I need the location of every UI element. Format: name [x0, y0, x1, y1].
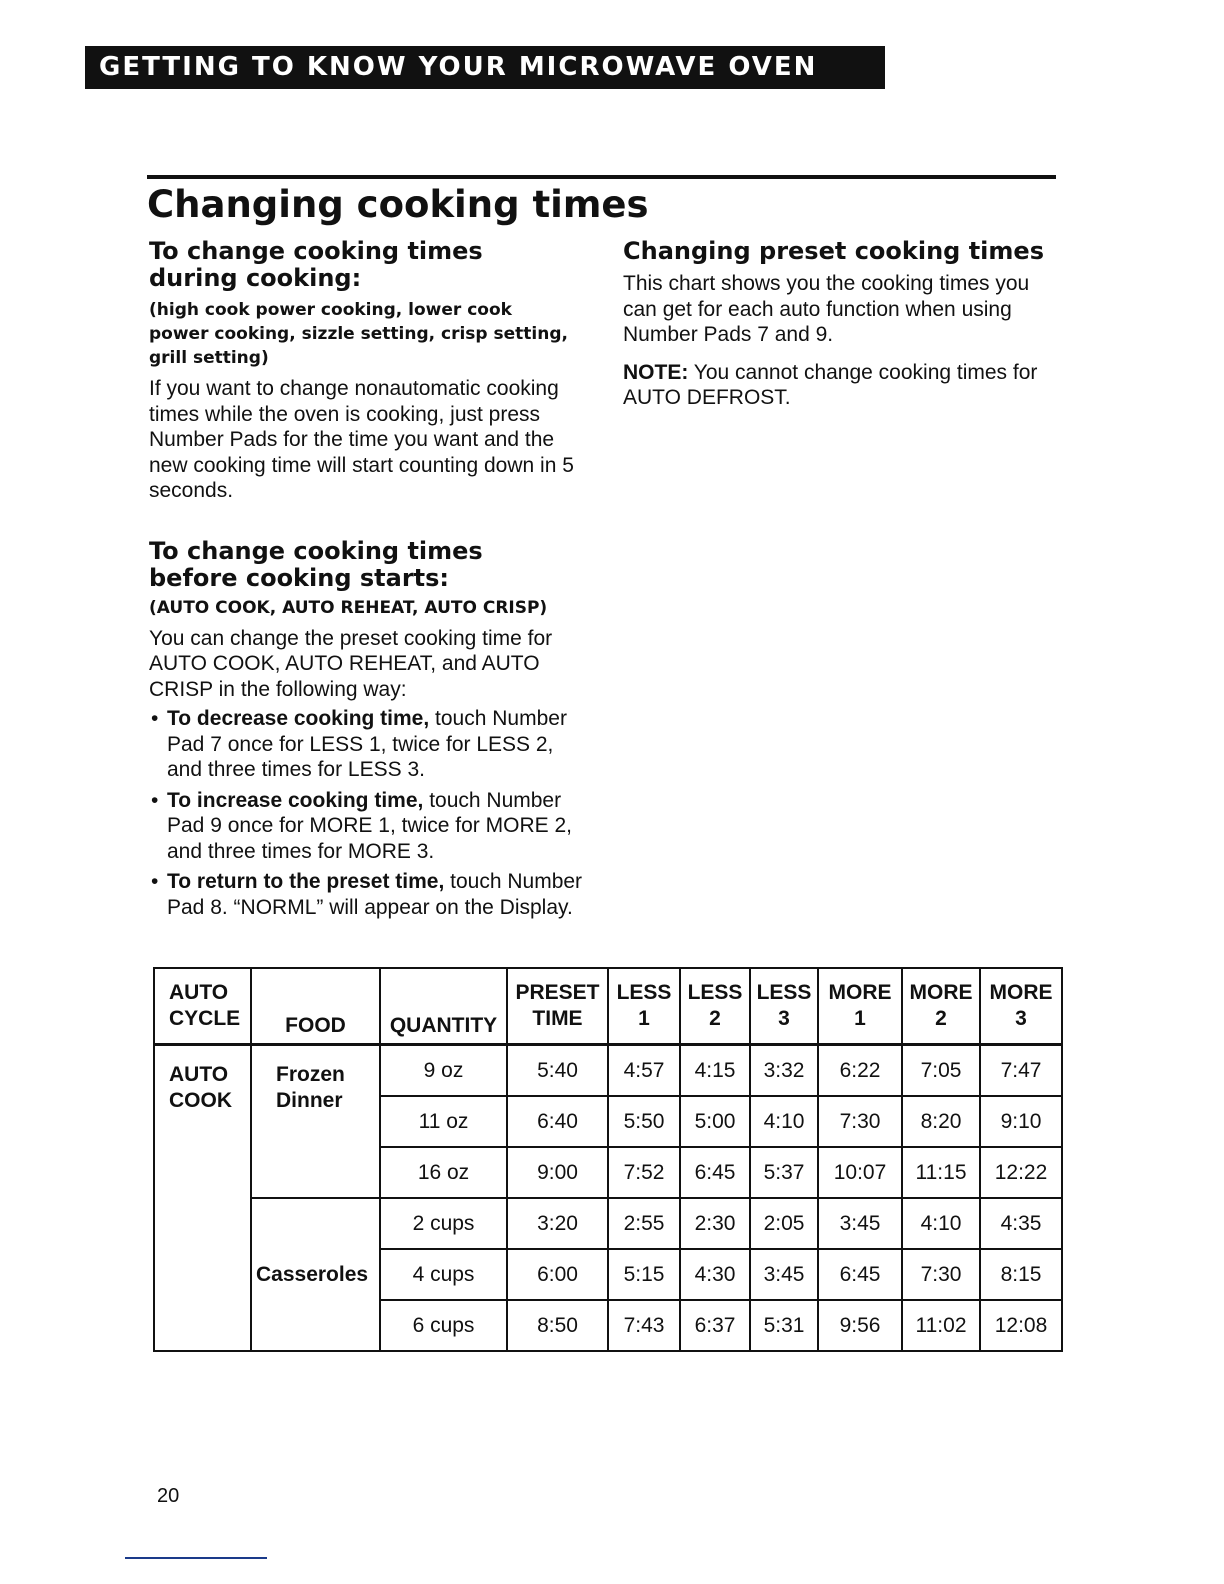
page-title: Changing cooking times [147, 183, 649, 226]
bullet-decrease-bold: To decrease cooking time, [167, 707, 430, 730]
preset-cell: 3:20 [507, 1198, 608, 1249]
less3-cell: 5:37 [750, 1147, 818, 1198]
col-header-quantity: QUANTITY [380, 968, 507, 1045]
note-label: NOTE: [623, 360, 689, 384]
more2-cell: 8:20 [902, 1096, 980, 1147]
more1-cell: 9:56 [818, 1300, 902, 1351]
table-row [154, 1045, 1062, 1097]
less2-cell: 4:30 [680, 1249, 750, 1300]
before-cooking-note: (AUTO COOK, AUTO REHEAT, AUTO CRISP) [149, 597, 548, 618]
preset-cell: 5:40 [507, 1045, 608, 1097]
more1-cell: 6:45 [818, 1249, 902, 1300]
more2-cell: 4:10 [902, 1198, 980, 1249]
more1-cell: 10:07 [818, 1147, 902, 1198]
less3-cell: 2:05 [750, 1198, 818, 1249]
less3-cell: 3:32 [750, 1045, 818, 1097]
more3-cell: 8:15 [980, 1249, 1062, 1300]
bullet-decrease-text: touch Number Pad 7 once for LESS 1, twice for LESS 2, and three times for LESS 3. [167, 707, 567, 781]
during-cooking-body: If you want to change nonautomatic cooking times while the oven is cooking, just press Number Pads for the time you want and the new cooking time will start counting down in 5 seconds. [149, 377, 574, 502]
quantity-cell: 16 oz [380, 1147, 507, 1198]
bullet-increase-text: touch Number Pad 9 once for MORE 1, twice for MORE 2, and three times for MORE 3. [167, 788, 572, 863]
during-cooking-note: (high cook power cooking, lower cook power cooking, sizzle setting, crisp setting, grill setting) [149, 300, 568, 368]
footer-rule [125, 1557, 267, 1559]
before-cooking-heading: To change cooking times before cooking starts: [149, 536, 483, 592]
more2-cell: 11:15 [902, 1147, 980, 1198]
during-cooking-section [149, 238, 599, 504]
more3-cell: 12:08 [980, 1300, 1062, 1351]
bullet-increase [149, 788, 594, 865]
less1-cell: 5:15 [608, 1249, 680, 1300]
less1-cell: 5:50 [608, 1096, 680, 1147]
more2-cell: 7:30 [902, 1249, 980, 1300]
less2-cell: 2:30 [680, 1198, 750, 1249]
less1-cell: 4:57 [608, 1045, 680, 1097]
quantity-cell: 11 oz [380, 1096, 507, 1147]
right-column [623, 238, 1063, 411]
adjust-bullets [149, 706, 594, 920]
col-header-auto-cycle: AUTO CYCLE [154, 968, 251, 1045]
more3-cell: 7:47 [980, 1045, 1062, 1097]
quantity-cell: 4 cups [380, 1249, 507, 1300]
table-header-row [154, 968, 1062, 1045]
less2-cell: 6:37 [680, 1300, 750, 1351]
cooking-times-table [153, 967, 1063, 1352]
more2-cell: 7:05 [902, 1045, 980, 1097]
page-number: 20 [157, 1485, 180, 1507]
more1-cell: 3:45 [818, 1198, 902, 1249]
less3-cell: 3:45 [750, 1249, 818, 1300]
title-rule [147, 175, 1056, 179]
note-text: You cannot change cooking times for AUTO DEFROST. [623, 360, 1038, 409]
food-cell-frozen-dinner: Frozen Dinner [251, 1045, 380, 1199]
col-header-less-3: LESS 3 [750, 968, 818, 1045]
more3-cell: 4:35 [980, 1198, 1062, 1249]
preset-cell: 8:50 [507, 1300, 608, 1351]
before-cooking-body: You can change the preset cooking time for AUTO COOK, AUTO REHEAT, and AUTO CRISP in the following way: [149, 626, 553, 701]
bullet-return [149, 869, 594, 920]
preset-cell: 6:40 [507, 1096, 608, 1147]
during-cooking-heading: To change cooking times during cooking: [149, 237, 483, 292]
quantity-cell: 9 oz [380, 1045, 507, 1097]
more3-cell: 12:22 [980, 1147, 1062, 1198]
table-row [154, 1198, 1062, 1249]
more1-cell: 6:22 [818, 1045, 902, 1097]
less1-cell: 2:55 [608, 1198, 680, 1249]
col-header-more-2: MORE 2 [902, 968, 980, 1045]
less2-cell: 6:45 [680, 1147, 750, 1198]
auto-defrost-note [623, 360, 1043, 411]
quantity-cell: 6 cups [380, 1300, 507, 1351]
col-header-more-3: MORE 3 [980, 968, 1062, 1045]
bullet-increase-bold: To increase cooking time, [167, 788, 424, 812]
col-header-less-1: LESS 1 [608, 968, 680, 1045]
col-header-food: FOOD [251, 968, 380, 1045]
preset-times-heading: Changing preset cooking times [623, 237, 1044, 265]
preset-times-body: This chart shows you the cooking times you can get for each auto function when using Number Pads 7 and 9. [623, 272, 1030, 346]
col-header-more-1: MORE 1 [818, 968, 902, 1045]
before-cooking-section [149, 538, 599, 921]
less3-cell: 4:10 [750, 1096, 818, 1147]
col-header-preset-time: PRESET TIME [507, 968, 608, 1045]
more1-cell: 7:30 [818, 1096, 902, 1147]
bullet-return-text: touch Number Pad 8. “NORML” will appear on the Display. [167, 870, 583, 919]
less2-cell: 5:00 [680, 1096, 750, 1147]
preset-cell: 9:00 [507, 1147, 608, 1198]
food-cell-casseroles: Casseroles [251, 1198, 380, 1351]
quantity-cell: 2 cups [380, 1198, 507, 1249]
less3-cell: 5:31 [750, 1300, 818, 1351]
left-column [149, 238, 599, 925]
more2-cell: 11:02 [902, 1300, 980, 1351]
less1-cell: 7:43 [608, 1300, 680, 1351]
bullet-return-bold: To return to the preset time, [167, 870, 445, 893]
less2-cell: 4:15 [680, 1045, 750, 1097]
more3-cell: 9:10 [980, 1096, 1062, 1147]
section-banner: GETTING TO KNOW YOUR MICROWAVE OVEN [85, 46, 885, 89]
bullet-decrease [149, 706, 594, 783]
preset-cell: 6:00 [507, 1249, 608, 1300]
cycle-cell-auto-cook: AUTO COOK [154, 1045, 251, 1352]
less1-cell: 7:52 [608, 1147, 680, 1198]
col-header-less-2: LESS 2 [680, 968, 750, 1045]
